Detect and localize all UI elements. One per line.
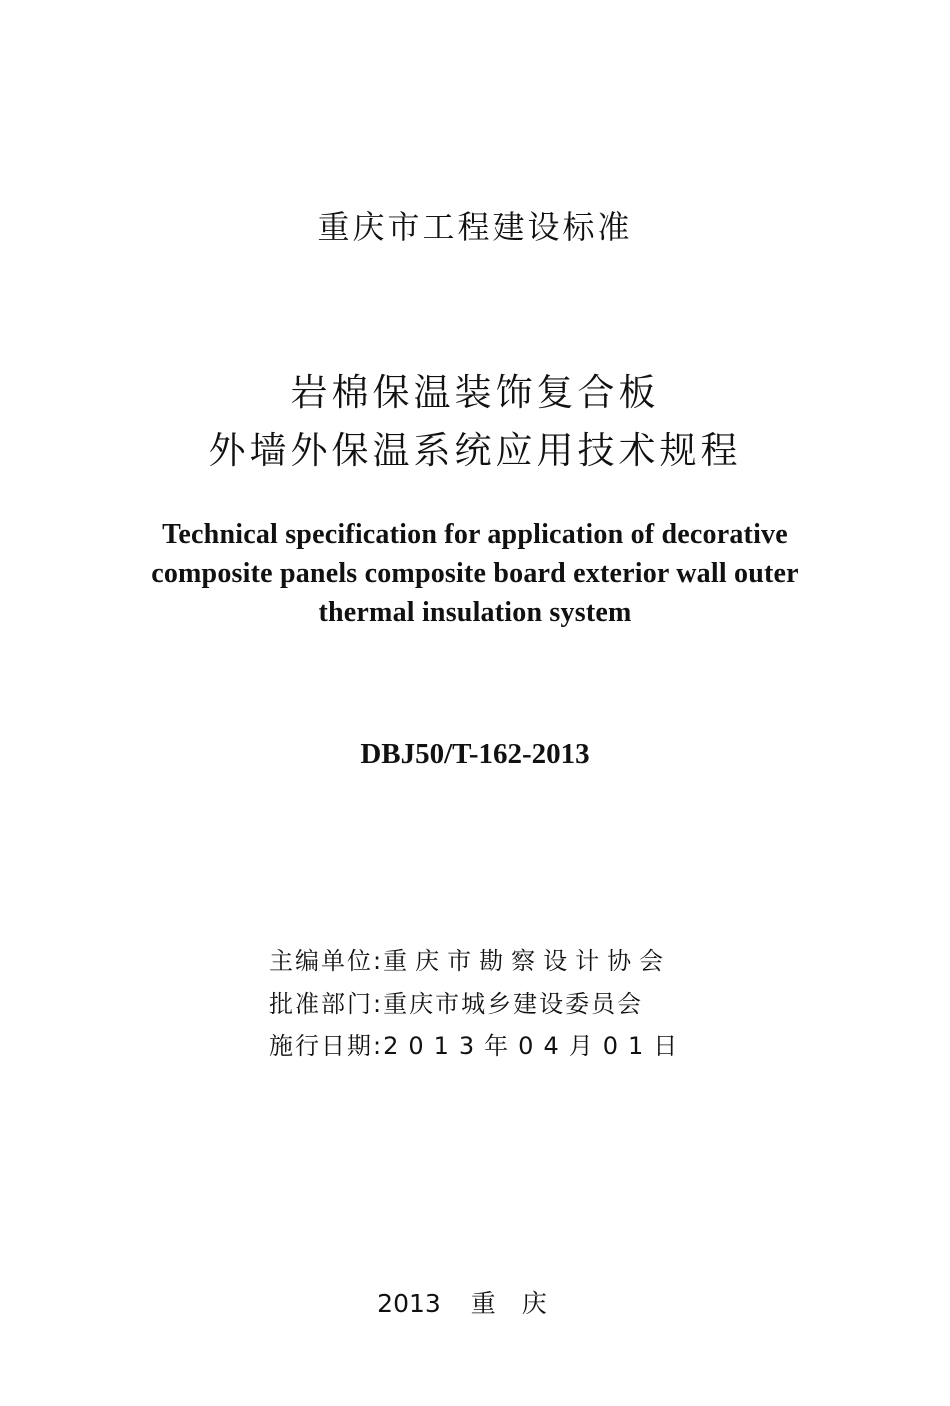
- chinese-title-line-1: 岩棉保温装饰复合板: [290, 371, 660, 414]
- series-title: 重庆市工程建设标准: [317, 208, 633, 246]
- editor-unit-value: 重庆市勘察设计协会: [383, 947, 672, 975]
- imprint: [0, 1284, 950, 1320]
- editor-unit-row: [269, 941, 671, 976]
- editor-unit-label: 主编单位:: [269, 947, 384, 975]
- imprint-year: 2013: [377, 1289, 441, 1318]
- effective-date-value: 2013年04月01日: [383, 1032, 688, 1060]
- english-title-line-2: composite panels composite board exterior wall outer: [151, 558, 799, 589]
- imprint-place: 重庆: [470, 1289, 573, 1318]
- approval-department-value: 重庆市城乡建设委员会: [383, 990, 644, 1018]
- approval-department-row: [269, 984, 643, 1019]
- effective-date-label: 施行日期:: [269, 1032, 384, 1060]
- chinese-title-line-2: 外墙外保温系统应用技术规程: [208, 429, 742, 472]
- approval-department-label: 批准部门:: [269, 990, 384, 1018]
- effective-date-row: [269, 1026, 687, 1061]
- english-title-line-1: Technical specification for application of decorative: [162, 519, 788, 550]
- english-title-line-3: thermal insulation system: [318, 597, 632, 628]
- standard-code: DBJ50/T-162-2013: [360, 738, 590, 770]
